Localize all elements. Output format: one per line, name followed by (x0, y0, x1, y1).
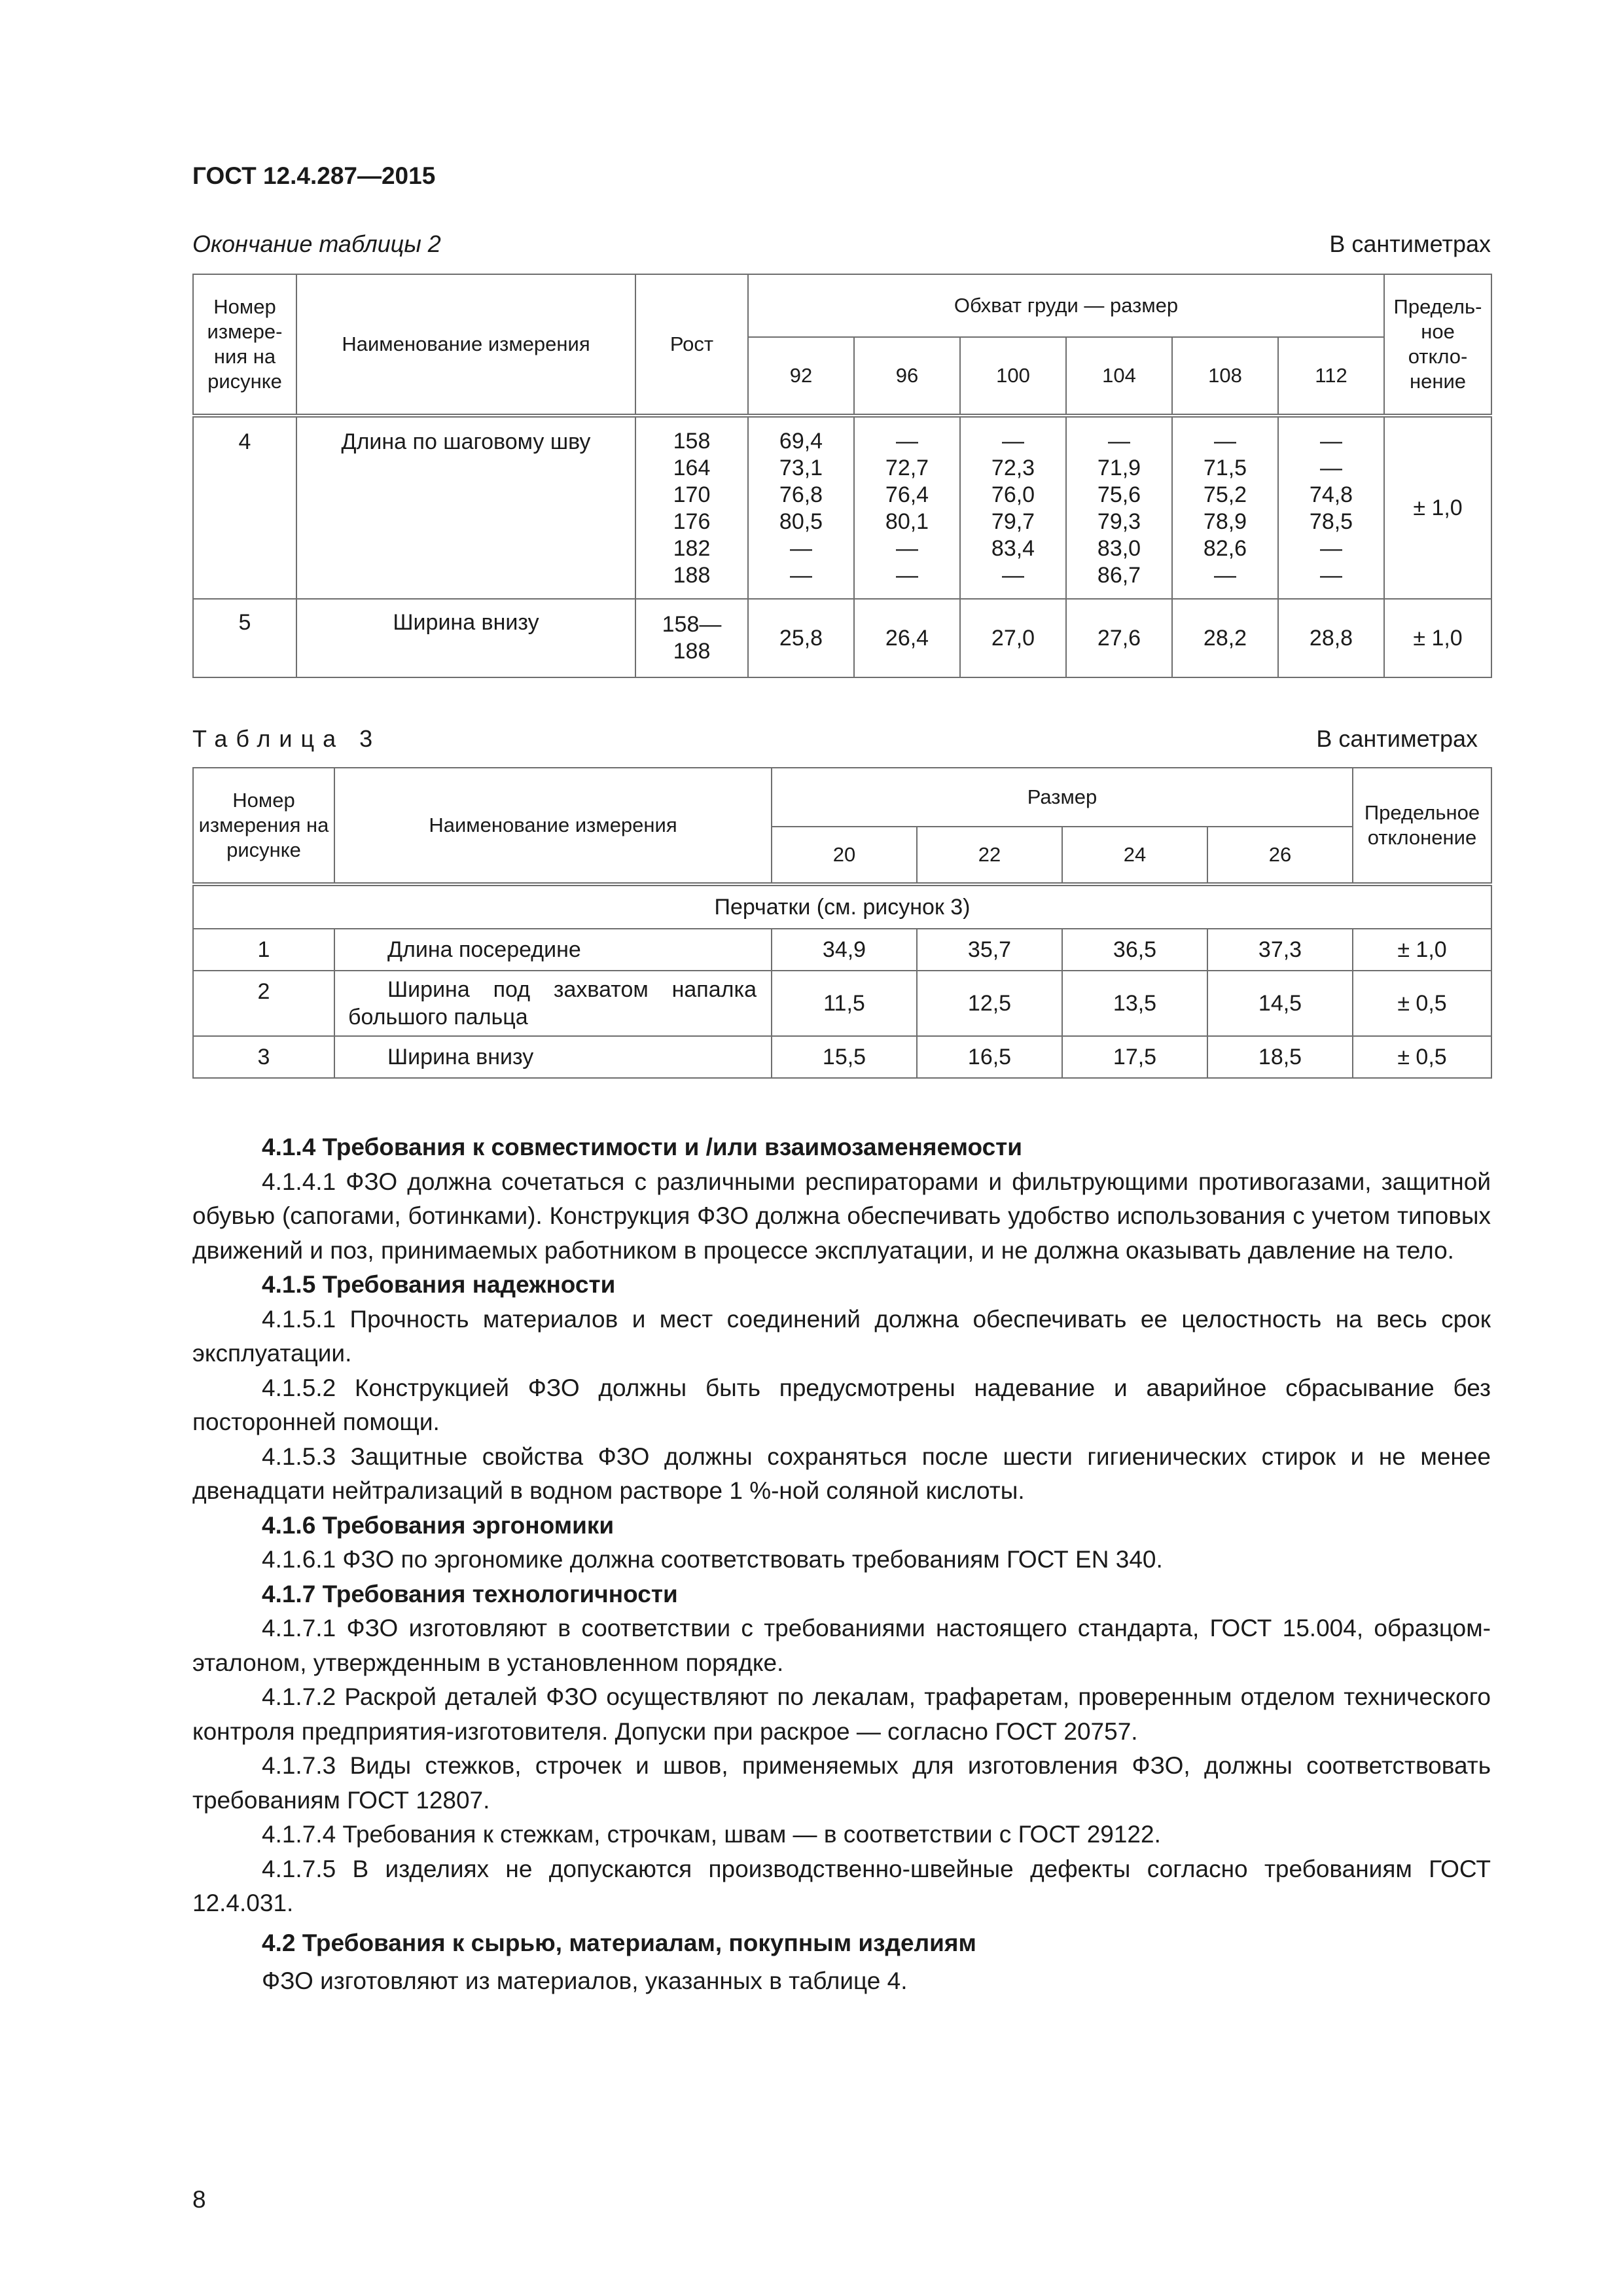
cell-value: 83,0 (1097, 536, 1141, 561)
cell-value: 12,5 (917, 971, 1062, 1036)
size-column-108 (1172, 416, 1278, 599)
paragraph: ФЗО изготовляют из материалов, указанных в таблице 4. (262, 1967, 908, 1994)
cell-value: 34,9 (772, 929, 917, 971)
row-number: 2 (193, 971, 334, 1036)
table3-header-num: Номер измерения на рисунке (193, 768, 334, 884)
cell-value: 82,6 (1203, 536, 1247, 561)
table3-caption: Таблица 3 (192, 725, 382, 752)
paragraph: 4.1.7.4 Требования к стежкам, строчкам, швам — в соответствии с ГОСТ 29122. (262, 1821, 1161, 1848)
cell-value: 75,6 (1097, 482, 1141, 507)
cell-value: 37,3 (1207, 929, 1353, 971)
cell-value: 83,4 (991, 536, 1035, 561)
table3-header-group: Размер (772, 768, 1353, 827)
table3-size-header: 24 (1062, 827, 1207, 884)
cell-value: 35,7 (917, 929, 1062, 971)
section-heading: 4.1.6 Требования эргономики (262, 1511, 615, 1539)
section-heading: 4.1.5 Требования надежности (262, 1271, 616, 1298)
cell-value: 74,8 (1309, 482, 1353, 507)
row-deviation: ± 1,0 (1384, 416, 1491, 599)
table-section-row (193, 884, 1491, 929)
row-deviation: ± 1,0 (1384, 599, 1491, 677)
cell-value: 86,7 (1097, 563, 1141, 588)
paragraph: 4.1.7.3 Виды стежков, строчек и швов, применяемых для изготовления ФЗО, должны соответствовать требованиям ГОСТ 12807. (192, 1752, 1491, 1814)
table2-header-name: Наименование измерения (296, 274, 635, 416)
cell-value: — (1320, 456, 1343, 480)
cell-value: 27,6 (1066, 599, 1172, 677)
size-column-112 (1278, 416, 1384, 599)
size-column-92 (748, 416, 854, 599)
cell-value: — (1320, 429, 1343, 454)
section-heading: 4.1.4 Требования к совместимости и /или взаимозаменяемости (262, 1134, 1023, 1160)
cell-value: 73,1 (779, 456, 823, 480)
cell-value: — (896, 563, 918, 588)
cell-value: — (1320, 563, 1343, 588)
table2-size-header: 108 (1172, 337, 1278, 416)
cell-value: 14,5 (1207, 971, 1353, 1036)
table2-size-header: 100 (960, 337, 1066, 416)
table-row (193, 416, 1491, 599)
document-title: ГОСТ 12.4.287—2015 (192, 162, 436, 189)
height-list (635, 599, 748, 677)
height-list (635, 416, 748, 599)
height-value: 188 (673, 563, 711, 588)
cell-value: 36,5 (1062, 929, 1207, 971)
paragraph: 4.1.7.1 ФЗО изготовляют в соответствии с требованиями настоящего стандарта, ГОСТ 15.004, образцом-эталоном, утвержденным в установленном порядке. (192, 1615, 1491, 1676)
row-deviation: ± 0,5 (1353, 1036, 1491, 1078)
table2-header-num: Номер измере-ния на рисунке (193, 274, 296, 416)
cell-value: 11,5 (772, 971, 917, 1036)
row-number: 3 (193, 1036, 334, 1078)
table2-header-group: Обхват груди — размер (748, 274, 1384, 337)
height-value: 158 (673, 429, 711, 454)
cell-value: 18,5 (1207, 1036, 1353, 1078)
body-text (192, 1130, 1491, 1999)
table3-size-header: 20 (772, 827, 917, 884)
height-value: 182 (673, 536, 711, 561)
cell-value: 26,4 (854, 599, 960, 677)
table2 (192, 274, 1492, 678)
row-number: 1 (193, 929, 334, 971)
cell-value: — (1108, 429, 1130, 454)
cell-value: 76,4 (885, 482, 929, 507)
row-name: Ширина внизу (334, 1036, 772, 1078)
table3-size-header: 22 (917, 827, 1062, 884)
table2-size-header: 104 (1066, 337, 1172, 416)
table3 (192, 767, 1492, 1079)
cell-value: — (1320, 536, 1343, 561)
paragraph: 4.1.5.1 Прочность материалов и мест соединений должна обеспечивать ее целостность на весь срок эксплуатации. (192, 1305, 1491, 1367)
cell-value: — (1002, 563, 1024, 588)
row-name: Ширина под захватом напалка большого пальца (334, 971, 772, 1036)
table2-header-height: Рост (635, 274, 748, 416)
cell-value: 27,0 (960, 599, 1066, 677)
table-row (193, 1036, 1491, 1078)
row-number: 5 (193, 599, 296, 677)
paragraph: 4.1.5.2 Конструкцией ФЗО должны быть предусмотрены надевание и аварийное сбрасывание без посторонней помощи. (192, 1374, 1491, 1435)
table3-header-name: Наименование измерения (334, 768, 772, 884)
table2-units: В сантиметрах (1329, 230, 1491, 257)
size-column-104 (1066, 416, 1172, 599)
height-value: 164 (673, 456, 711, 480)
cell-value: 76,0 (991, 482, 1035, 507)
cell-value: 72,3 (991, 456, 1035, 480)
cell-value: — (896, 429, 918, 454)
cell-value: 28,8 (1278, 599, 1384, 677)
section-heading: 4.1.7 Требования технологичности (262, 1580, 678, 1607)
row-deviation: ± 1,0 (1353, 929, 1491, 971)
paragraph: 4.1.7.5 В изделиях не допускаются производственно-швейные дефекты согласно требованиям ГОСТ 12.4.031. (192, 1855, 1491, 1916)
table2-caption-row (192, 230, 1491, 258)
table2-size-header: 112 (1278, 337, 1384, 416)
table-row (193, 929, 1491, 971)
table3-units: В сантиметрах (1316, 725, 1478, 752)
cell-value: — (790, 563, 812, 588)
cell-value: 28,2 (1172, 599, 1278, 677)
page-number: 8 (192, 2186, 206, 2213)
cell-value: — (1214, 429, 1236, 454)
cell-value: 69,4 (779, 429, 823, 454)
cell-value: — (896, 536, 918, 561)
size-column-96 (854, 416, 960, 599)
table-row (193, 599, 1491, 677)
paragraph: 4.1.5.3 Защитные свойства ФЗО должны сохраняться после шести гигиенических стирок и не менее двенадцати нейтрализаций в водном растворе 1 %-ной соляной кислоты. (192, 1443, 1491, 1504)
row-name: Длина по шаговому шву (296, 416, 635, 599)
height-value: 176 (673, 509, 711, 534)
table2-caption: Окончание таблицы 2 (192, 230, 441, 257)
cell-value: 75,2 (1203, 482, 1247, 507)
cell-value: 80,1 (885, 509, 929, 534)
table3-caption-row (192, 725, 1478, 753)
height-value: 188 (673, 639, 711, 664)
paragraph: 4.1.7.2 Раскрой деталей ФЗО осуществляют по лекалам, трафаретам, проверенным отделом технического контроля предприятия-изготовителя. Допуски при раскрое — согласно ГОСТ 20757. (192, 1683, 1491, 1745)
paragraph: 4.1.4.1 ФЗО должна сочетаться с различными респираторами и фильтрующими противогазами, защитной обувью (сапогами, ботинками). Конструкция ФЗО должна обеспечивать удобство использования с учетом типовых движений и поз, принимаемых работником в процессе эксплуатации, и не должна оказывать давление на тело. (192, 1168, 1491, 1264)
cell-value: 15,5 (772, 1036, 917, 1078)
row-deviation: ± 0,5 (1353, 971, 1491, 1036)
section-heading: 4.2 Требования к сырью, материалам, покупным изделиям (262, 1929, 976, 1956)
table2-header-dev: Предель-ное откло-нение (1384, 274, 1491, 416)
cell-value: 78,5 (1309, 509, 1353, 534)
table3-section-title: Перчатки (см. рисунок 3) (193, 884, 1491, 929)
cell-value: 78,9 (1203, 509, 1247, 534)
cell-value: 72,7 (885, 456, 929, 480)
cell-value: 17,5 (1062, 1036, 1207, 1078)
cell-value: — (1002, 429, 1024, 454)
cell-value: 76,8 (779, 482, 823, 507)
size-column-100 (960, 416, 1066, 599)
cell-value: 71,5 (1203, 456, 1247, 480)
cell-value: 79,3 (1097, 509, 1141, 534)
paragraph: 4.1.6.1 ФЗО по эргономике должна соответствовать требованиям ГОСТ EN 340. (262, 1546, 1163, 1573)
cell-value: — (1214, 563, 1236, 588)
table2-size-header: 96 (854, 337, 960, 416)
row-number: 4 (193, 416, 296, 599)
cell-value: — (790, 536, 812, 561)
height-value: 158— (662, 612, 722, 637)
table3-header-dev: Предельное отклонение (1353, 768, 1491, 884)
table-row (193, 971, 1491, 1036)
row-name: Ширина внизу (296, 599, 635, 677)
height-value: 170 (673, 482, 711, 507)
table3-size-header: 26 (1207, 827, 1353, 884)
cell-value: 80,5 (779, 509, 823, 534)
cell-value: 79,7 (991, 509, 1035, 534)
cell-value: 16,5 (917, 1036, 1062, 1078)
table2-size-header: 92 (748, 337, 854, 416)
cell-value: 25,8 (748, 599, 854, 677)
row-name: Длина посередине (334, 929, 772, 971)
cell-value: 13,5 (1062, 971, 1207, 1036)
cell-value: 71,9 (1097, 456, 1141, 480)
